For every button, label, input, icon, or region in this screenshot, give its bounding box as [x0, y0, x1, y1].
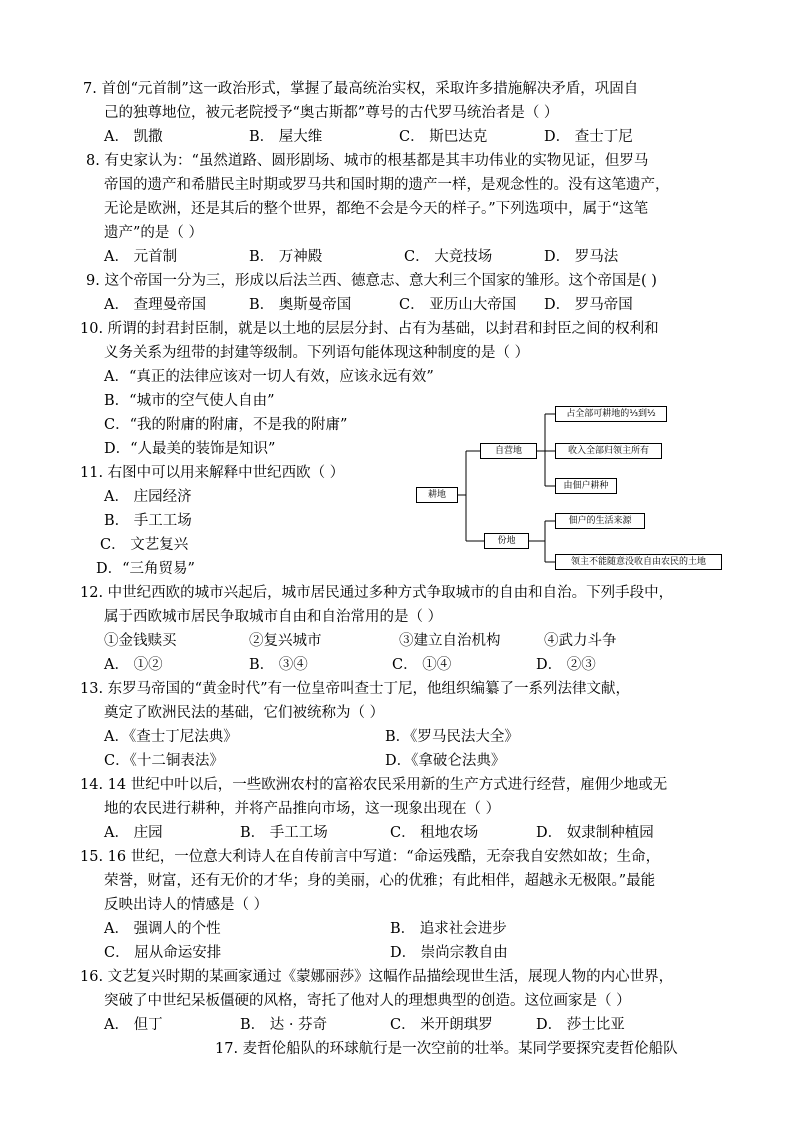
q17-line1: 17. 麦哲伦船队的环球航行是一次空前的壮举。某同学要探究麦哲伦船队: [215, 1041, 678, 1057]
q11-option-d: D．“三角贸易”: [96, 561, 195, 577]
q12-option-b: B． ③④: [249, 657, 308, 673]
diagram-branch2-item-2: 领主不能随意没收自由农民的土地: [555, 554, 722, 570]
diagram-branch1-item-1: 占全部可耕地的⅓到½: [555, 406, 667, 422]
q13-option-d: D．《拿破仑法典》: [385, 753, 506, 769]
q12-item-3: ③建立自治机构: [399, 633, 501, 649]
q13-option-a: A．《查士丁尼法典》: [104, 729, 238, 745]
q11-option-a: A． 庄园经济: [104, 489, 192, 505]
q12-option-d: D． ②③: [536, 657, 596, 673]
q16-option-d: D． 莎士比亚: [536, 1017, 625, 1033]
q8-option-a: A． 元首制: [104, 249, 178, 265]
q15-option-c: C． 屈从命运安排: [104, 945, 222, 961]
q12-option-c: C． ①④: [392, 657, 452, 673]
diagram-root-box: 耕地: [416, 487, 458, 503]
q8-option-d: D． 罗马法: [544, 249, 619, 265]
q14-option-a: A． 庄园: [104, 825, 163, 841]
diagram-branch2-item-1: 佃户的生活来源: [555, 513, 645, 529]
q9-option-b: B． 奥斯曼帝国: [249, 297, 352, 313]
q7-option-a: A． 凯撒: [104, 129, 163, 145]
q8-line1: 8. 有史家认为：“虽然道路、圆形剧场、城市的根基都是其丰功伟业的实物见证，但罗马: [86, 153, 649, 169]
q14-line1: 14. 14 世纪中叶以后，一些欧洲农村的富裕农民采用新的生产方式进行经营，雇佣少地或无: [80, 777, 668, 793]
diagram-branch1-item-2: 收入全部归领主所有: [555, 443, 662, 459]
q7-option-c: C． 斯巴达克: [399, 129, 488, 145]
q9-option-d: D． 罗马帝国: [544, 297, 633, 313]
q10-line1: 10. 所谓的封君封臣制，就是以土地的层层分封、占有为基础，以封君和封臣之间的权利和: [80, 321, 659, 337]
q11-line1: 11. 右图中可以用来解释中世纪西欧（ ）: [80, 465, 345, 481]
q8-line2: 帝国的遗产和希腊民主时期或罗马共和国时期的遗产一样，是观念性的。没有这笔遗产，: [104, 177, 670, 193]
q16-line2: 突破了中世纪呆板僵硬的风格，寄托了他对人的理想典型的创造。这位画家是（ ）: [104, 993, 631, 1009]
q16-line1: 16. 文艺复兴时期的某画家通过《蒙娜丽莎》这幅作品描绘现世生活，展现人物的内心世界，: [80, 969, 674, 985]
q11-option-c: C． 文艺复兴: [100, 537, 189, 553]
q13-line1: 13. 东罗马帝国的“黄金时代”有一位皇帝叫查士丁尼，他组织编纂了一系列法律文献，: [80, 681, 630, 697]
q16-option-a: A． 但丁: [104, 1017, 163, 1033]
q10-option-d: D．“人最美的装饰是知识”: [104, 441, 276, 457]
q14-option-d: D． 奴隶制种植园: [536, 825, 654, 841]
q13-line2: 奠定了欧洲民法的基础，它们被统称为（ ）: [104, 705, 385, 721]
q15-option-b: B． 追求社会进步: [390, 921, 507, 937]
q8-option-b: B． 万神殿: [249, 249, 323, 265]
q12-item-4: ④武力斗争: [544, 633, 617, 649]
diagram-branch1-item-3: 由佃户耕种: [555, 478, 617, 494]
q7-option-b: B． 屋大维: [249, 129, 323, 145]
q8-line4: 遗产”的是（ ）: [104, 225, 204, 241]
q10-option-a: A．“真正的法律应该对一切人有效，应该永远有效”: [104, 369, 434, 385]
q12-line2: 属于西欧城市居民争取城市自由和自治常用的是（ ）: [104, 609, 443, 625]
q13-option-b: B．《罗马民法大全》: [385, 729, 519, 745]
q12-item-1: ①金钱赎买: [104, 633, 177, 649]
diagram-branch1-box: 自营地: [480, 443, 537, 459]
q10-option-b: B．“城市的空气使人自由”: [104, 393, 275, 409]
q9-option-a: A． 查理曼帝国: [104, 297, 207, 313]
q14-option-c: C． 租地农场: [390, 825, 479, 841]
q15-line3: 反映出诗人的情感是（ ）: [104, 897, 269, 913]
q14-line2: 地的农民进行耕种，并将产品推向市场，这一现象出现在（ ）: [104, 801, 501, 817]
q12-option-a: A． ①②: [104, 657, 163, 673]
q15-line1: 15. 16 世纪，一位意大利诗人在自传前言中写道：“命运残酷，无奈我自安然如故；生命，: [80, 849, 661, 865]
q16-option-b: B． 达 · 芬奇: [240, 1017, 328, 1033]
q7-line2: 己的独尊地位，被元老院授予“奥古斯都”尊号的古代罗马统治者是（ ）: [104, 105, 559, 121]
manor-land-diagram: [410, 398, 730, 580]
diagram-branch2-box: 份地: [484, 533, 529, 549]
q14-option-b: B． 手工工场: [240, 825, 328, 841]
q10-line2: 义务关系为纽带的封建等级制。下列语句能体现这种制度的是（ ）: [104, 345, 530, 361]
q7-line1: 7. 首创“元首制”这一政治形式，掌握了最高统治实权，采取许多措施解决矛盾，巩固自: [83, 81, 639, 97]
q9-line1: 9. 这个帝国一分为三，形成以后法兰西、德意志、意大利三个国家的雏形。这个帝国是( ): [86, 273, 657, 289]
q11-option-b: B． 手工工场: [104, 513, 192, 529]
q15-option-d: D． 崇尚宗教自由: [390, 945, 508, 961]
q8-option-c: C． 大竞技场: [404, 249, 493, 265]
q12-line1: 12. 中世纪西欧的城市兴起后，城市居民通过多种方式争取城市的自由和自治。下列手段中，: [80, 585, 674, 601]
q10-option-c: C．“我的附庸的附庸，不是我的附庸”: [104, 417, 348, 433]
q15-option-a: A． 强调人的个性: [104, 921, 221, 937]
q12-item-2: ②复兴城市: [249, 633, 322, 649]
q13-option-c: C．《十二铜表法》: [104, 753, 224, 769]
q9-option-c: C． 亚历山大帝国: [399, 297, 517, 313]
q16-option-c: C． 米开朗琪罗: [390, 1017, 493, 1033]
q15-line2: 荣誉，财富，还有无价的才华；身的美丽，心的优雅；有此相伴，超越永无极限。”最能: [104, 873, 656, 889]
q8-line3: 无论是欧洲，还是其后的整个世界，都绝不会是今天的样子。”下列选项中，属于“这笔: [104, 201, 649, 217]
q7-option-d: D． 查士丁尼: [544, 129, 633, 145]
